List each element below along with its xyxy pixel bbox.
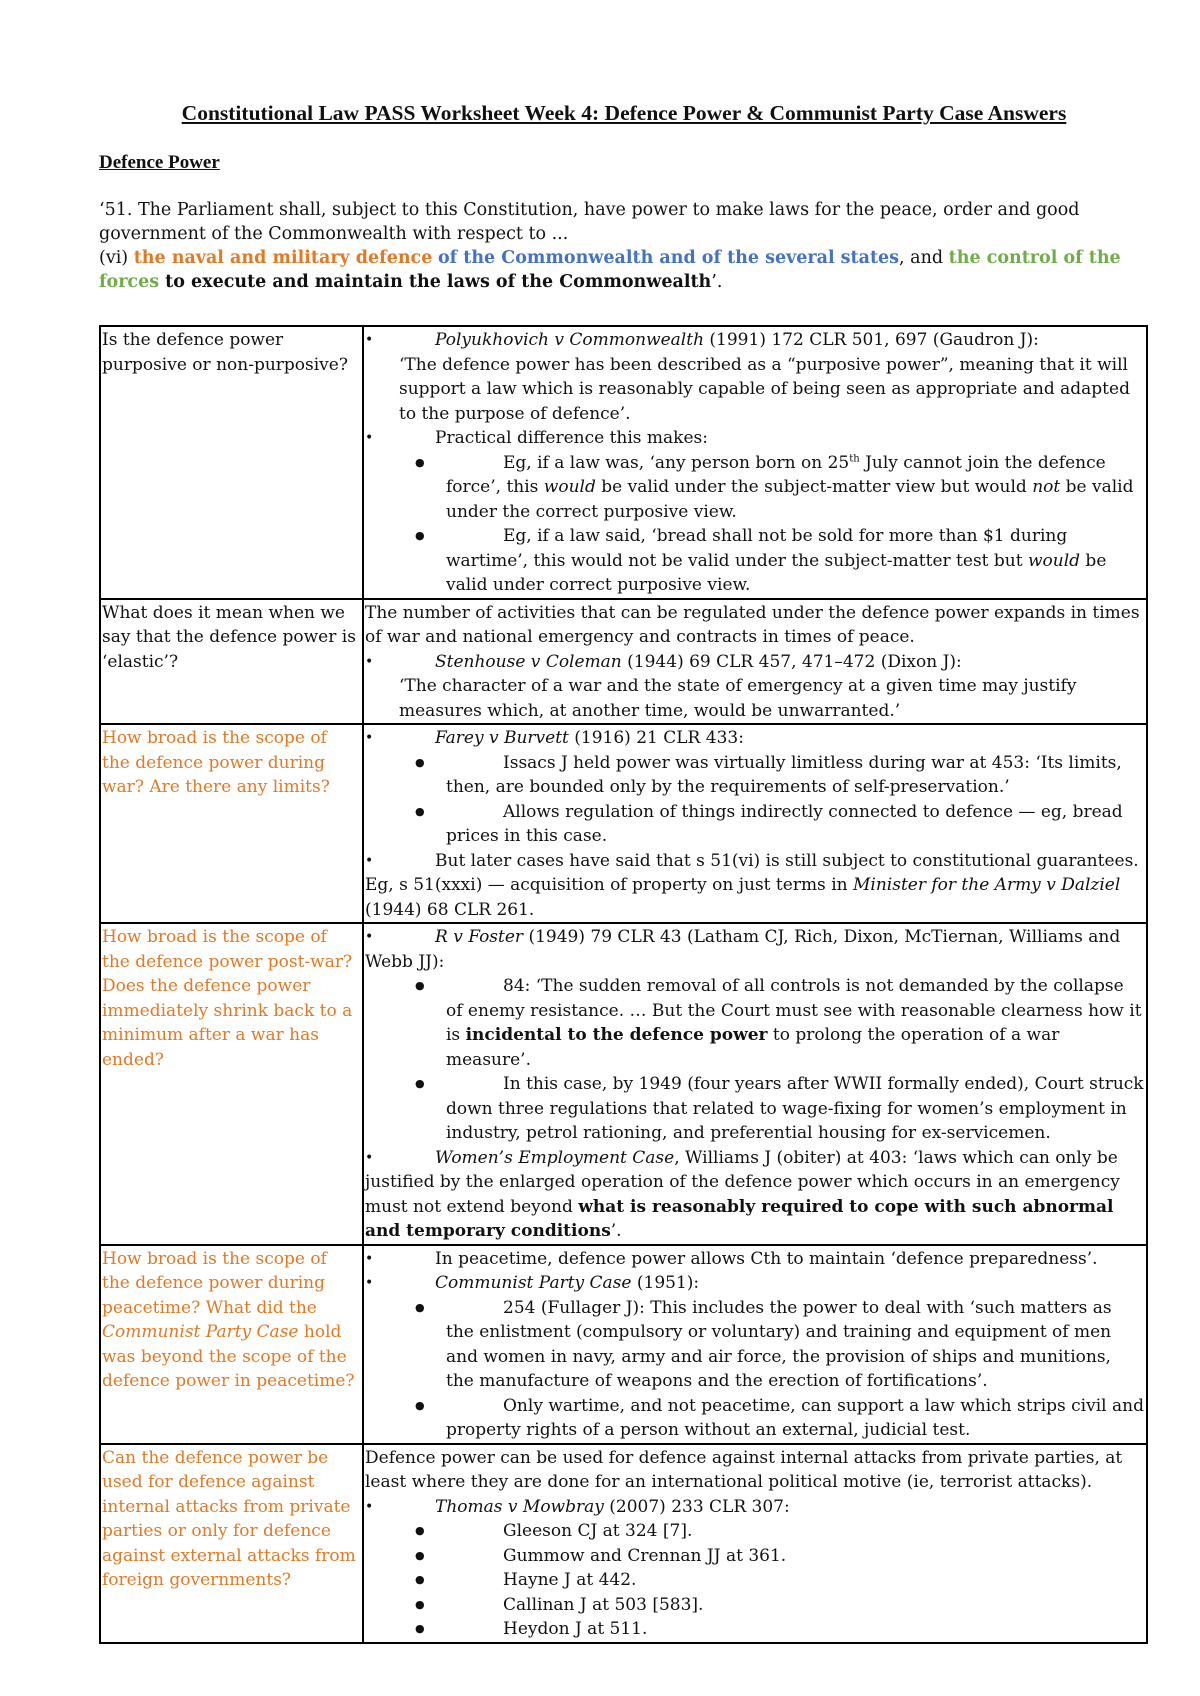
document-title: Constitutional Law PASS Worksheet Week 4: Defence Power & Communist Party Case Answers: [181, 101, 1067, 125]
question-cell: Is the defence power purposive or non-purposive?: [100, 326, 363, 599]
text-run: Eg, if a law was, ‘any person born on 25: [503, 452, 850, 473]
bullet-item: [365, 328, 1144, 426]
text-run: Issacs J held power was virtually limitless during war at 453: ‘Its limits, then, are bounded only by the requirements of self-preservation.’: [446, 752, 1122, 797]
quote-line-1: ‘51. The Parliament shall, subject to this Constitution, have power to make laws for the peace, order and good government of the Commonwealth with respect to ...: [99, 200, 1080, 244]
citation: (1991) 172 CLR 501, 697 (Gaudron J):: [704, 330, 1039, 350]
question-cell: How broad is the scope of the defence power post-war? Does the defence power immediately shrink back to a minimum after a war has ended?: [100, 923, 363, 1245]
sub-bullet-item: [365, 751, 1144, 800]
case-name: Thomas v Mowbray: [435, 1496, 604, 1517]
answer-cell: [363, 326, 1147, 599]
sub-bullet-item: [365, 1072, 1144, 1146]
sub-bullet-item: [365, 800, 1144, 849]
italic-run: not: [1032, 477, 1061, 497]
vi-and: , and: [899, 248, 949, 268]
text-run: Hayne J at 442.: [503, 1570, 637, 1590]
answer-cell: [363, 599, 1147, 725]
case-name: R v Foster: [435, 927, 524, 947]
italic-run: would: [1027, 550, 1081, 571]
question-cell: [100, 1245, 363, 1444]
case-name: Women’s Employment Case: [435, 1147, 675, 1168]
text-run: But later cases have said that s 51(vi) is still subject to constitutional guarantees. Eg, s 51(xxxi) — acquisition of property on just terms in: [365, 850, 1139, 895]
case-name: Farey v Burvett: [435, 728, 569, 748]
bullet-text: Practical difference this makes:: [435, 428, 708, 448]
sub-bullet-item: [365, 974, 1144, 1072]
sub-bullet-item: [365, 524, 1144, 598]
bullet-text: ‘The character of a war and the state of emergency at a given time may justify measures which, at another time, would be unwarranted.’: [399, 676, 1077, 721]
question-cell: What does it mean when we say that the defence power is ‘elastic’?: [100, 599, 363, 725]
answer-cell: [363, 923, 1147, 1245]
sub-bullet-item: [365, 1544, 1144, 1569]
text-run: Callinan J at 503 [583].: [503, 1594, 704, 1615]
bullet-item: [365, 925, 1144, 974]
text-run: Heydon J at 511.: [503, 1619, 648, 1639]
vi-green-text: the control of the forces: [99, 248, 1121, 292]
citation: (1951):: [631, 1273, 700, 1293]
vi-orange-text: the naval and military defence: [133, 248, 433, 268]
text-run: to prolong the operation of a war measure’.: [446, 1025, 1060, 1070]
bullet-item: [365, 1271, 1144, 1296]
case-name: Stenhouse v Coleman: [435, 651, 622, 672]
vi-end: ’.: [711, 272, 723, 292]
sub-bullet-item: [365, 1296, 1144, 1394]
section-heading: Defence Power: [99, 152, 220, 173]
text-run: Eg, if a law said, ‘bread shall not be sold for more than $1 during wartime’, this would not be valid under the subject-matter test but: [446, 526, 1068, 571]
sub-bullet-item: [365, 451, 1144, 525]
italic-run: Communist Party Case: [102, 1322, 299, 1342]
table-row: [100, 923, 1147, 1245]
constitution-quote: [99, 198, 1149, 294]
answer-intro: Defence power can be used for defence against internal attacks from private parties, at least where they are done for an international political motive (ie, terrorist attacks).: [365, 1447, 1123, 1492]
case-name: Polyukhovich v Commonwealth: [435, 330, 705, 350]
text-run: How broad is the scope of the defence power during peacetime? What did the: [102, 1248, 327, 1318]
text-run: Allows regulation of things indirectly connected to defence — eg, bread prices in this case.: [446, 801, 1123, 846]
bullet-item: [365, 1247, 1144, 1272]
text-run: 254 (Fullager J): This includes the power to deal with ‘such matters as the enlistment (compulsory or voluntary) and training and equipment of men and women in navy, army and air force, the provision of ships and munitions, the manufacture of weapons and the erection of fortifications’.: [446, 1297, 1112, 1391]
text-run: July cannot join the defence force’, this: [446, 452, 1106, 497]
bold-run: what is reasonably required to cope with such abnormal and temporary conditions: [365, 1196, 1114, 1241]
text-run: be valid under correct purposive view.: [446, 550, 1107, 595]
text-run: (1944) 68 CLR 261.: [365, 899, 535, 920]
bullet-item: [365, 1146, 1144, 1244]
vi-bold-text: to execute and maintain the laws of the Commonwealth: [159, 272, 712, 292]
citation: (1944) 69 CLR 457, 471–472 (Dixon J):: [621, 651, 962, 672]
bullet-text: In peacetime, defence power allows Cth to maintain ‘defence preparedness’.: [435, 1248, 1098, 1269]
text-run: ’.: [610, 1221, 622, 1241]
citation: (2007) 233 CLR 307:: [603, 1496, 790, 1517]
case-name: Communist Party Case: [435, 1273, 632, 1293]
citation: (1916) 21 CLR 433:: [568, 728, 744, 748]
page-content: [99, 98, 1149, 294]
text-run: 84: ‘The sudden removal of all controls is not demanded by the collapse of enemy resistance. … But the Court must see with reasonable clearness how it is: [446, 976, 1142, 1045]
bullet-item: [365, 849, 1144, 923]
vi-prefix: (vi): [99, 248, 134, 268]
text-run: be valid under the subject-matter view but would: [595, 477, 1033, 497]
text-run: Gummow and Crennan JJ at 361.: [503, 1545, 787, 1566]
table-row: [100, 599, 1147, 725]
citation: (1949) 79 CLR 43 (Latham CJ, Rich, Dixon, McTiernan, Williams and Webb JJ):: [365, 927, 1121, 972]
italic-run: would: [543, 477, 596, 497]
qa-table: [99, 325, 1148, 1644]
text-run: be valid under the correct purposive view.: [446, 477, 1134, 522]
answer-intro: The number of activities that can be regulated under the defence power expands in times of war and national emergency and contracts in times of peace.: [365, 602, 1140, 647]
bullet-item: [365, 726, 1144, 751]
bullet-text: ‘The defence power has been described as a “purposive power”, meaning that it will support a law which is reasonably capable of being seen as appropriate and adapted to the purpose of defence’.: [399, 354, 1130, 424]
vi-blue-text: of the Commonwealth and of the several states: [437, 248, 900, 268]
text-run: In this case, by 1949 (four years after WWII formally ended), Court struck down three regulations that related to wage-fixing for women’s employment in industry, petrol rationing, and preferential housing for ex-servicemen.: [446, 1074, 1144, 1143]
table-row: [100, 1444, 1147, 1643]
case-name: Minister for the Army v Dalziel: [852, 875, 1121, 895]
answer-cell: [363, 1245, 1147, 1444]
text-run: Gleeson CJ at 324 [7].: [503, 1521, 693, 1541]
bullet-item: [365, 426, 1144, 451]
sub-bullet-item: [365, 1568, 1144, 1593]
table-row: [100, 724, 1147, 923]
text-run: hold was beyond the scope of the defence power in peacetime?: [102, 1322, 355, 1391]
bullet-item: [365, 1495, 1144, 1520]
bullet-item: [365, 650, 1144, 724]
question-cell: How broad is the scope of the defence power during war? Are there any limits?: [100, 724, 363, 923]
sub-bullet-item: [365, 1519, 1144, 1544]
answer-cell: [363, 724, 1147, 923]
text-run: , Williams J (obiter) at 403: ‘laws which can only be justified by the enlarged operation of the defence power which occurs in an emergency must not extend beyond: [365, 1147, 1120, 1217]
question-cell: Can the defence power be used for defence against internal attacks from private parties or only for defence against external attacks from foreign governments?: [100, 1444, 363, 1643]
text-run: Only wartime, and not peacetime, can support a law which strips civil and property rights of a person without an external, judicial test.: [446, 1395, 1144, 1440]
table-row: [100, 326, 1147, 599]
sub-bullet-item: [365, 1394, 1144, 1443]
answer-cell: [363, 1444, 1147, 1643]
superscript: th: [849, 452, 860, 464]
bold-run: incidental to the defence power: [465, 1025, 768, 1045]
table-row: [100, 1245, 1147, 1444]
quote-line-vi: [99, 246, 1149, 294]
sub-bullet-item: [365, 1617, 1144, 1642]
sub-bullet-item: [365, 1593, 1144, 1618]
